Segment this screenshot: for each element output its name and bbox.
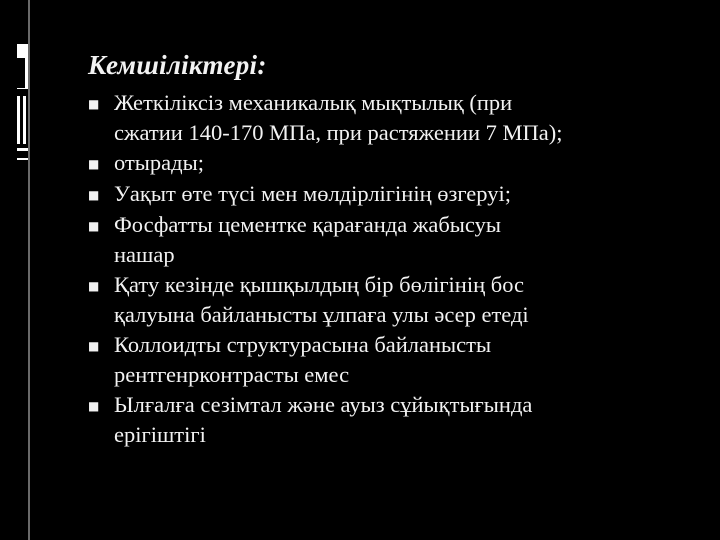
square-bullet-icon: ■ [88,219,100,233]
bullet-item [88,390,688,450]
bullet-text: Қату кезінде қышқылдың бір бөлігінің бос қалуына байланысты ұлпаға улы әсер етеді [114,272,529,327]
bullet-text: Фосфатты цементке қарағанда жабысуы нашар [114,212,501,267]
decorative-bar-cutout [17,58,25,88]
square-bullet-icon: ■ [88,97,100,111]
bullet-text: отырады; [114,150,204,175]
square-bullet-icon: ■ [88,157,100,171]
bullet-item [88,210,688,270]
slide-title: Кемшіліктері: [88,50,267,80]
decorative-bar [23,96,26,144]
bullet-text: Уақыт өте түсі мен мөлдірлігінің өзгеруі; [114,181,512,206]
decorative-bar [17,148,28,151]
slide-frame-line [28,0,30,540]
bullet-list [88,88,688,450]
square-bullet-icon: ■ [88,279,100,293]
square-bullet-icon: ■ [88,188,100,202]
bullet-text: Жеткіліксіз механикалық мықтылық (при сжатии 140-170 МПа, при растяжении 7 МПа); [114,90,563,145]
bullet-text: Коллоидты структурасына байланысты рентгенрконтрасты емес [114,332,492,387]
bullet-text: Ылғалға сезімтал және ауыз сұйықтығында ерігіштігі [114,392,533,447]
square-bullet-icon: ■ [88,339,100,353]
bullet-item [88,88,688,148]
bullet-item [88,179,688,210]
bullet-item [88,270,688,330]
square-bullet-icon: ■ [88,399,100,413]
decorative-bar [17,96,20,144]
decorative-bar [17,158,28,160]
bullet-item [88,148,688,179]
bullet-item [88,330,688,390]
